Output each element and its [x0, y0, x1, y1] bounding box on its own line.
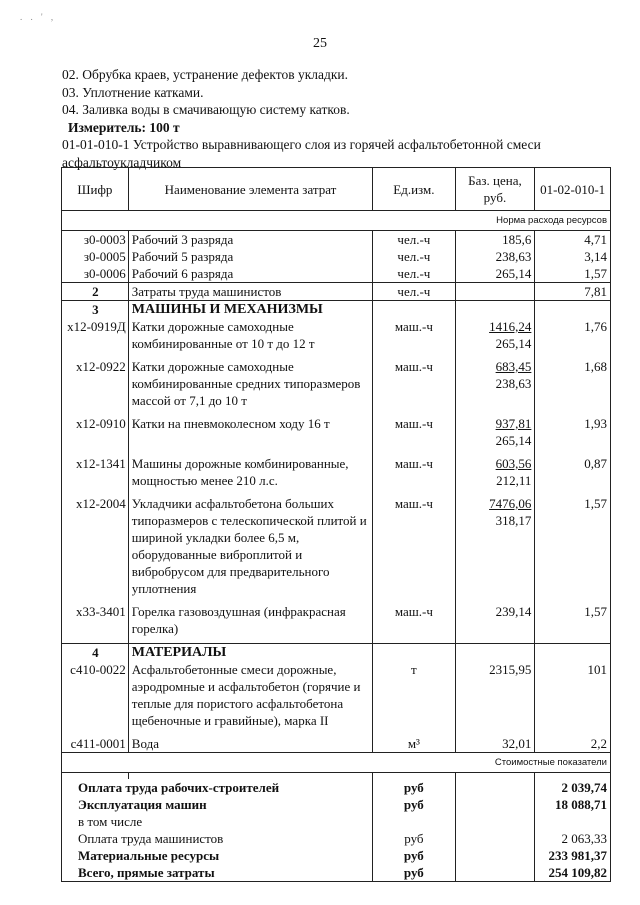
total-label: Оплата труда рабочих-строителей [62, 779, 373, 796]
price-value: 1416,24 [489, 319, 532, 334]
total-value [535, 813, 611, 830]
unit-cell: руб [373, 779, 455, 796]
code-cell: х12-0919Д [62, 318, 129, 352]
unit-cell: маш.-ч [373, 603, 455, 637]
price-value: 937,81 [495, 416, 532, 431]
code-cell: з0-0003 [62, 231, 129, 249]
norm-cell: 1,57 [535, 495, 611, 597]
unit-cell: маш.-ч [373, 318, 455, 352]
code-cell: х12-2004 [62, 495, 129, 597]
total-label: Эксплуатация машин [62, 796, 373, 813]
total-row [62, 813, 611, 830]
machine-row [62, 455, 611, 489]
norm-cell: 3,14 [535, 248, 611, 265]
header-unit: Ед.изм. [373, 168, 455, 211]
intro-block [62, 66, 622, 171]
name-cell: Рабочий 5 разряда [128, 248, 372, 265]
page-number: 25 [313, 36, 327, 51]
machine-row [62, 603, 611, 637]
name-cell: Укладчики асфальтобетона больших типоразмеров с телескопической плитой и шириной укладки более 6,5 м, оборудованные виброплитой и вибробрусом для предварительного уплотнения [128, 495, 372, 597]
section-number: 4 [62, 644, 129, 662]
total-label: в том числе [62, 813, 373, 830]
total-value: 254 109,82 [535, 864, 611, 882]
machine-row [62, 318, 611, 352]
table-cell [535, 301, 611, 319]
measure-unit: Измеритель: 100 т [68, 119, 180, 135]
section-row [62, 301, 611, 319]
work-title-line: 01-01-010-1 Устройство выравнивающего слоя из горячей асфальтобетонной смеси [62, 137, 541, 152]
code-cell: с411-0001 [62, 735, 129, 753]
total-row [62, 779, 611, 796]
operator-price-value: 238,63 [495, 376, 532, 391]
total-value: 2 063,33 [535, 830, 611, 847]
total-label: Материальные ресурсы [62, 847, 373, 864]
total-value: 18 088,71 [535, 796, 611, 813]
header-price: Баз. цена, руб. [455, 168, 535, 211]
table-cell [373, 301, 455, 319]
section-title: МАШИНЫ И МЕХАНИЗМЫ [128, 301, 372, 319]
code-cell: с410-0022 [62, 661, 129, 729]
resource-table [61, 167, 611, 882]
table-cell [455, 830, 535, 847]
table-cell [455, 864, 535, 882]
norm-cell: 1,68 [535, 358, 611, 409]
operators-row [62, 283, 611, 301]
price-cell: 239,14 [455, 603, 535, 637]
norm-cell: 101 [535, 661, 611, 729]
table-cell [373, 644, 455, 662]
header-norm: 01-02-010-1 [535, 168, 611, 211]
unit-cell: руб [373, 830, 455, 847]
price-cell: 265,14 [455, 265, 535, 283]
total-row [62, 796, 611, 813]
name-cell: Машины дорожные комбинированные, мощностью менее 210 л.с. [128, 455, 372, 489]
unit-cell: чел.-ч [373, 265, 455, 283]
unit-cell: чел.-ч [373, 248, 455, 265]
machine-row [62, 495, 611, 597]
name-cell: Затраты труда машинистов [128, 283, 372, 301]
table-cell [455, 301, 535, 319]
code-cell: з0-0006 [62, 265, 129, 283]
worker-row [62, 248, 611, 265]
code-cell: х33-3401 [62, 603, 129, 637]
name-cell: Рабочий 6 разряда [128, 265, 372, 283]
cost-label-row [62, 753, 611, 773]
material-row [62, 661, 611, 729]
code-cell: х12-0922 [62, 358, 129, 409]
norm-cell: 7,81 [535, 283, 611, 301]
material-row [62, 735, 611, 753]
unit-cell: т [373, 661, 455, 729]
operator-price-value: 212,11 [496, 473, 532, 488]
price-cell: 32,01 [455, 735, 535, 753]
operator-price-value: 318,17 [495, 513, 532, 528]
unit-cell: руб [373, 864, 455, 882]
machine-row [62, 415, 611, 449]
name-cell: Вода [128, 735, 372, 753]
price-cell [455, 495, 535, 597]
norm-label: Норма расхода ресурсов [62, 211, 611, 231]
table-cell [455, 779, 535, 796]
unit-cell [373, 813, 455, 830]
table-cell [535, 644, 611, 662]
norm-cell: 0,87 [535, 455, 611, 489]
section-number: 3 [62, 301, 129, 319]
unit-cell: чел.-ч [373, 231, 455, 249]
price-cell: 185,6 [455, 231, 535, 249]
section-row [62, 644, 611, 662]
header-code: Шифр [62, 168, 129, 211]
price-value: 683,45 [495, 359, 532, 374]
table-cell [455, 813, 535, 830]
norm-cell: 1,57 [535, 603, 611, 637]
name-cell: Катки дорожные самоходные комбинированные средних типоразмеров массой от 7,1 до 10 т [128, 358, 372, 409]
total-row [62, 830, 611, 847]
corner-marks: . . ' , [20, 12, 57, 22]
price-value: 603,56 [495, 456, 532, 471]
total-label: Оплата труда машинистов [62, 830, 373, 847]
intro-line: 02. Обрубка краев, устранение дефектов укладки. [62, 67, 349, 82]
price-cell [455, 415, 535, 449]
table-cell [455, 796, 535, 813]
unit-cell: маш.-ч [373, 415, 455, 449]
norm-cell: 1,93 [535, 415, 611, 449]
norm-cell: 4,71 [535, 231, 611, 249]
unit-cell: руб [373, 847, 455, 864]
table-cell [455, 847, 535, 864]
table-cell [455, 644, 535, 662]
price-cell [455, 318, 535, 352]
price-cell [455, 358, 535, 409]
section-number: 2 [62, 283, 129, 301]
norm-label-row [62, 211, 611, 231]
norm-cell: 2,2 [535, 735, 611, 753]
worker-row [62, 231, 611, 249]
price-cell: 2315,95 [455, 661, 535, 729]
total-value: 233 981,37 [535, 847, 611, 864]
norm-cell: 1,57 [535, 265, 611, 283]
unit-cell: чел.-ч [373, 283, 455, 301]
unit-cell: руб [373, 796, 455, 813]
code-cell: з0-0005 [62, 248, 129, 265]
unit-cell: маш.-ч [373, 358, 455, 409]
intro-line: 04. Заливка воды в смачивающую систему катков. [62, 102, 350, 117]
price-cell [455, 455, 535, 489]
code-cell: х12-1341 [62, 455, 129, 489]
header-row [62, 168, 611, 211]
name-cell: Катки дорожные самоходные комбинированные от 10 т до 12 т [128, 318, 372, 352]
price-cell: 238,63 [455, 248, 535, 265]
worker-row [62, 265, 611, 283]
unit-cell: маш.-ч [373, 495, 455, 597]
price-cell [455, 283, 535, 301]
name-cell: Горелка газовоздушная (инфракрасная горелка) [128, 603, 372, 637]
unit-cell: м³ [373, 735, 455, 753]
total-row [62, 864, 611, 882]
unit-cell: маш.-ч [373, 455, 455, 489]
name-cell: Рабочий 3 разряда [128, 231, 372, 249]
intro-line: 03. Уплотнение катками. [62, 84, 204, 100]
operator-price-value: 265,14 [495, 336, 532, 351]
section-title: МАТЕРИАЛЫ [128, 644, 372, 662]
norm-cell: 1,76 [535, 318, 611, 352]
name-cell: Катки на пневмоколесном ходу 16 т [128, 415, 372, 449]
machine-row [62, 358, 611, 409]
price-value: 7476,06 [489, 496, 532, 511]
header-name: Наименование элемента затрат [128, 168, 372, 211]
operator-price-value: 265,14 [495, 433, 532, 448]
code-cell: х12-0910 [62, 415, 129, 449]
cost-label: Стоимостные показатели [62, 753, 611, 773]
total-value: 2 039,74 [535, 779, 611, 796]
total-row [62, 847, 611, 864]
total-label: Всего, прямые затраты [62, 864, 373, 882]
work-title-line: асфальтоукладчиком [62, 154, 182, 170]
name-cell: Асфальтобетонные смеси дорожные, аэродромные и асфальтобетон (горячие и теплые для пористого асфальтобетона щебеночные и гравийные), марка II [128, 661, 372, 729]
